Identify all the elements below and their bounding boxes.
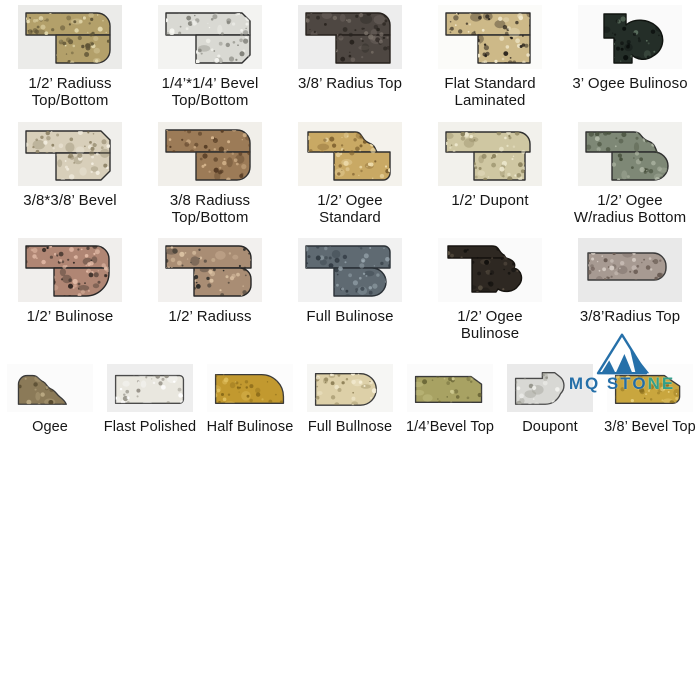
profile-label: Ogee bbox=[32, 419, 68, 435]
profile-image-box bbox=[438, 237, 542, 303]
profile-label: 3’ Ogee Bulinoso bbox=[572, 75, 688, 92]
profile-image-box bbox=[438, 4, 542, 70]
profile-image-box bbox=[578, 237, 682, 303]
edge-profile-image bbox=[438, 238, 542, 302]
profile-image-box bbox=[107, 362, 193, 414]
profile-card-ogee-std bbox=[280, 121, 420, 226]
profile-label: 3/8’ Radius Top bbox=[297, 75, 403, 92]
profile-card-ogee-bulb bbox=[560, 4, 700, 109]
profile-label: 1/2’ Radiuss bbox=[168, 308, 252, 325]
profile-image-box bbox=[307, 362, 393, 414]
profile-label: 3/8’ Bevel Top bbox=[604, 419, 696, 435]
edge-profile-image bbox=[578, 122, 682, 186]
profile-label: 3/8*3/8’ Bevel bbox=[23, 192, 117, 209]
profile-card-radius-top bbox=[280, 4, 420, 109]
profile-label: 1/2’ Bulinose bbox=[26, 308, 114, 325]
edge-profile-image bbox=[18, 5, 122, 69]
profile-image-box bbox=[18, 237, 122, 303]
profile-row-2 bbox=[0, 121, 700, 226]
profile-card-radius-tb bbox=[140, 121, 280, 226]
profile-image-box bbox=[438, 121, 542, 187]
edge-profile-image bbox=[207, 364, 293, 412]
profile-card-flat-lam bbox=[420, 4, 560, 109]
profile-card-half-bullnose-s bbox=[200, 362, 300, 436]
profile-card-bevel-top-s bbox=[400, 362, 500, 436]
edge-profile-image bbox=[158, 5, 262, 69]
profile-image-box bbox=[298, 4, 402, 70]
profile-image-box bbox=[207, 362, 293, 414]
profile-card-full-bulinose bbox=[280, 237, 420, 342]
profile-card-flat-rect bbox=[100, 362, 200, 436]
profile-label: 3/8 Radiuss Top/Bottom bbox=[169, 192, 251, 226]
profile-label: Doupont bbox=[522, 419, 578, 435]
edge-profile-image bbox=[18, 122, 122, 186]
profile-label: Flat Standard Laminated bbox=[444, 75, 536, 109]
profile-label: Flast Polished bbox=[103, 419, 197, 435]
profile-card-bevel-tb bbox=[140, 4, 280, 109]
profile-label: 1/2’ Dupont bbox=[451, 192, 529, 209]
profile-image-box bbox=[158, 121, 262, 187]
profile-label: 1/2’ Ogee W/radius Bottom bbox=[573, 192, 687, 226]
profile-label: 1/2’ Radiuss Top/Bottom bbox=[28, 75, 112, 109]
profile-image-box bbox=[158, 237, 262, 303]
edge-profile-image bbox=[298, 238, 402, 302]
profile-label: 1/2’ Ogee Bulinose bbox=[457, 308, 523, 342]
profile-row-3 bbox=[0, 237, 700, 342]
edge-profile-image bbox=[407, 364, 493, 412]
logo-text-accent: NE bbox=[647, 374, 676, 393]
profile-row-1 bbox=[0, 4, 700, 109]
profile-card-radius-l bbox=[140, 237, 280, 342]
edge-profile-image bbox=[107, 364, 193, 412]
edge-profile-image bbox=[507, 364, 593, 412]
profile-image-box bbox=[507, 362, 593, 414]
edge-profile-image bbox=[607, 364, 693, 412]
profile-card-bevel-bevel bbox=[0, 121, 140, 226]
edge-profile-image bbox=[18, 238, 122, 302]
edge-profile-image bbox=[158, 238, 262, 302]
profile-card-ogee-rb bbox=[560, 121, 700, 226]
profile-image-box bbox=[407, 362, 493, 414]
profile-image-box bbox=[298, 237, 402, 303]
profile-label: 1/4’Bevel Top bbox=[405, 419, 495, 435]
profile-card-dupont bbox=[420, 121, 560, 226]
profile-row-4 bbox=[0, 362, 700, 436]
edge-profile-image bbox=[438, 5, 542, 69]
edge-profile-image bbox=[298, 5, 402, 69]
profile-label: 1/2’ Ogee Standard bbox=[317, 192, 383, 226]
profile-card-radius-tb bbox=[0, 4, 140, 109]
profile-image-box bbox=[158, 4, 262, 70]
profile-card-dupont-s bbox=[500, 362, 600, 436]
profile-label: 3/8’Radius Top bbox=[579, 308, 681, 325]
logo-text-main: MQ STO bbox=[568, 374, 648, 393]
profile-label: Full Bulinose bbox=[306, 308, 394, 325]
edge-profile-image bbox=[7, 364, 93, 412]
profile-label: Half Bulinose bbox=[206, 419, 294, 435]
profile-label: Full Bullnose bbox=[307, 419, 393, 435]
edge-profile-image bbox=[438, 122, 542, 186]
profile-label: 1/4’*1/4’ Bevel Top/Bottom bbox=[161, 75, 259, 109]
edge-profile-image bbox=[298, 122, 402, 186]
profile-image-box bbox=[578, 4, 682, 70]
profile-image-box bbox=[7, 362, 93, 414]
profile-card-bevel-top-s2 bbox=[600, 362, 700, 436]
edge-profile-image bbox=[307, 364, 393, 412]
profile-image-box bbox=[578, 121, 682, 187]
profile-card-radius-top-single bbox=[560, 237, 700, 342]
profile-image-box bbox=[298, 121, 402, 187]
profile-card-ogee-bulinose-dk bbox=[420, 237, 560, 342]
profile-card-full-bullnose-s bbox=[300, 362, 400, 436]
edge-profile-image bbox=[158, 122, 262, 186]
profile-card-bulinose-half bbox=[0, 237, 140, 342]
profile-image-box bbox=[18, 4, 122, 70]
edge-profile-image bbox=[578, 238, 682, 302]
profile-card-ogee-single bbox=[0, 362, 100, 436]
profile-image-box bbox=[607, 362, 693, 414]
edge-profile-image bbox=[578, 5, 682, 69]
profile-image-box bbox=[18, 121, 122, 187]
